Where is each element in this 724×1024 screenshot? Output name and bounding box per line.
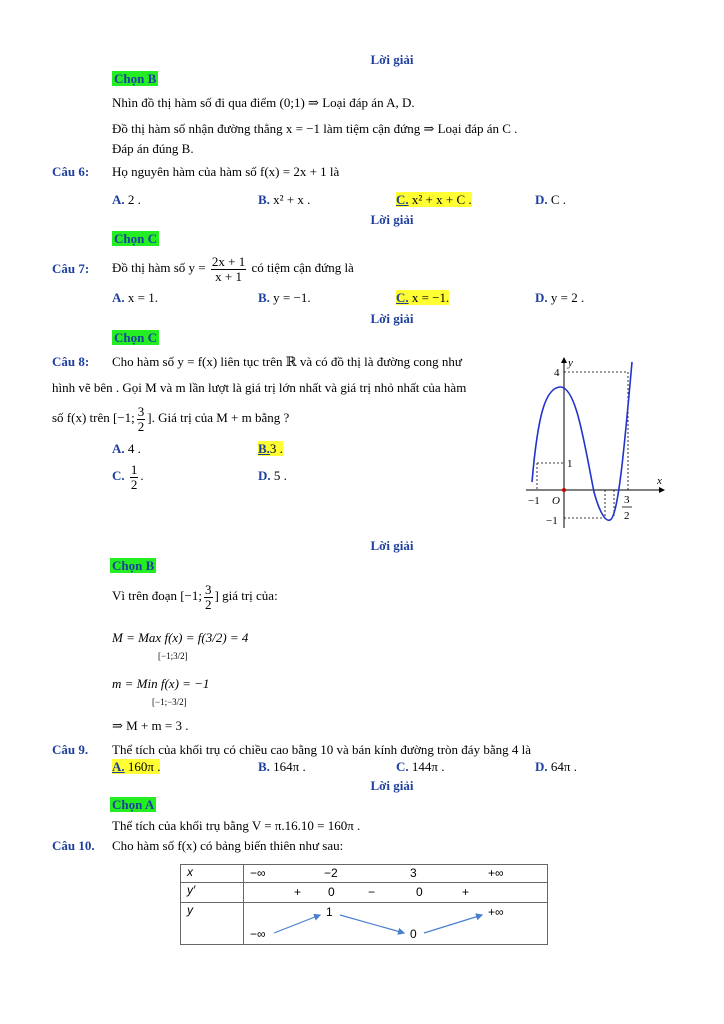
prev-line3: Đáp án đúng B.	[112, 141, 194, 156]
prev-line2: Đồ thị hàm số nhận đường thẳng x = −1 làm tiệm cận đứng ⇒ Loại đáp án C .	[112, 121, 518, 136]
q8-option-c: C. $\frac{1}{2}$ .	[112, 461, 144, 492]
q8-line1: Cho hàm số y = f(x) liên tục trên ℝ và có đồ thị là đường cong như	[112, 354, 462, 369]
q8-sol2: M = Max f(x) = f(3/2) = 4	[112, 630, 249, 645]
q7-option-c: C. x = −1.	[396, 290, 450, 305]
function-graph	[524, 352, 670, 530]
q8-sol3-sub: [−1;−3/2]	[152, 697, 187, 707]
q7-option-b: B. y = −1.	[258, 290, 311, 305]
q9-sol: Thể tích của khối trụ bằng V = π.16.10 = 160π .	[112, 818, 361, 833]
q10-text: Cho hàm số f(x) có bảng biến thiên như sau:	[112, 838, 344, 853]
svg-text:4: 4	[554, 367, 560, 379]
prev-loi-giai: Lời giải	[370, 52, 414, 67]
q8-chon: Chọn B	[112, 558, 155, 573]
q6-loi-giai: Lời giải	[370, 212, 414, 227]
q8-option-d: D. 5 .	[258, 468, 287, 483]
q7-chon: Chọn C	[114, 330, 157, 345]
q8-sol4: ⇒ M + m = 3 .	[112, 718, 189, 733]
q9-loi-giai: Lời giải	[370, 778, 414, 793]
q8-sol3: m = Min f(x) = −1	[112, 676, 210, 691]
prev-chon: Chọn B	[114, 71, 157, 86]
svg-text:y: y	[568, 357, 573, 369]
svg-text:1: 1	[567, 458, 573, 470]
q8-option-a: A. 4 .	[112, 441, 141, 456]
q7-label: Câu 7:	[52, 261, 90, 276]
q6-option-a: A. 2 .	[112, 192, 141, 207]
q6-text: Họ nguyên hàm của hàm số f(x) = 2x + 1 là	[112, 164, 340, 179]
q9-option-d: D. 64π .	[535, 759, 577, 774]
q9-option-c: C. 144π .	[396, 759, 445, 774]
svg-text:−1: −1	[546, 515, 558, 527]
variation-table: x −∞ −2 3 +∞ y′ + 0 − 0 + y −∞ 1 0 +∞	[180, 864, 548, 945]
q8-line3: số f(x) trên [−1; $\frac{3}{2}$ ]. Giá trị của M + m bằng ?	[52, 403, 290, 434]
q8-loi-giai: Lời giải	[370, 538, 414, 553]
svg-text:3: 3	[624, 494, 630, 506]
q7-text: Đồ thị hàm số y = $\frac{2x + 1}{x + 1}$ có tiệm cận đứng là	[112, 253, 354, 284]
q8-line2: hình vẽ bên . Gọi M và m lần lượt là giá trị lớn nhất và giá trị nhỏ nhất của hàm	[52, 380, 467, 395]
q9-option-a: A. 160π .	[112, 759, 161, 774]
prev-line1: Nhìn đồ thị hàm số đi qua điểm (0;1) ⇒ Loại đáp án A, D.	[112, 95, 415, 110]
q7-option-a: A. x = 1.	[112, 290, 158, 305]
svg-text:O: O	[552, 495, 560, 507]
q8-label: Câu 8:	[52, 354, 90, 369]
q6-label: Câu 6:	[52, 164, 90, 179]
q9-option-b: B. 164π .	[258, 759, 306, 774]
q9-text: Thể tích của khối trụ có chiều cao bằng 10 và bán kính đường tròn đáy bằng 4 là	[112, 742, 531, 757]
q8-option-b: B.3 .	[258, 441, 283, 456]
q6-option-c: C. x² + x + C .	[396, 192, 472, 207]
q10-label: Câu 10.	[52, 838, 95, 853]
row-yp-label: y′	[187, 883, 196, 897]
q6-option-d: D. C .	[535, 192, 567, 207]
row-x-label: x	[187, 865, 193, 879]
q9-label: Câu 9.	[52, 742, 89, 757]
q6-chon: Chọn C	[114, 231, 157, 246]
function-curve	[532, 362, 632, 520]
q6-option-b: B. x² + x .	[258, 192, 311, 207]
q8-sol2-sub: [−1;3/2]	[158, 651, 188, 661]
row-y-label: y	[187, 903, 193, 917]
svg-text:−1: −1	[528, 495, 540, 507]
q7-option-d: D. y = 2 .	[535, 290, 585, 305]
q8-sol1: Vì trên đoạn [−1; $\frac{3}{2}$ ] giá trị của:	[112, 581, 278, 612]
q9-chon: Chọn A	[112, 797, 155, 812]
svg-text:x: x	[657, 475, 662, 487]
variation-arrows	[244, 903, 554, 945]
svg-text:2: 2	[624, 510, 630, 522]
q7-loi-giai: Lời giải	[370, 311, 414, 326]
